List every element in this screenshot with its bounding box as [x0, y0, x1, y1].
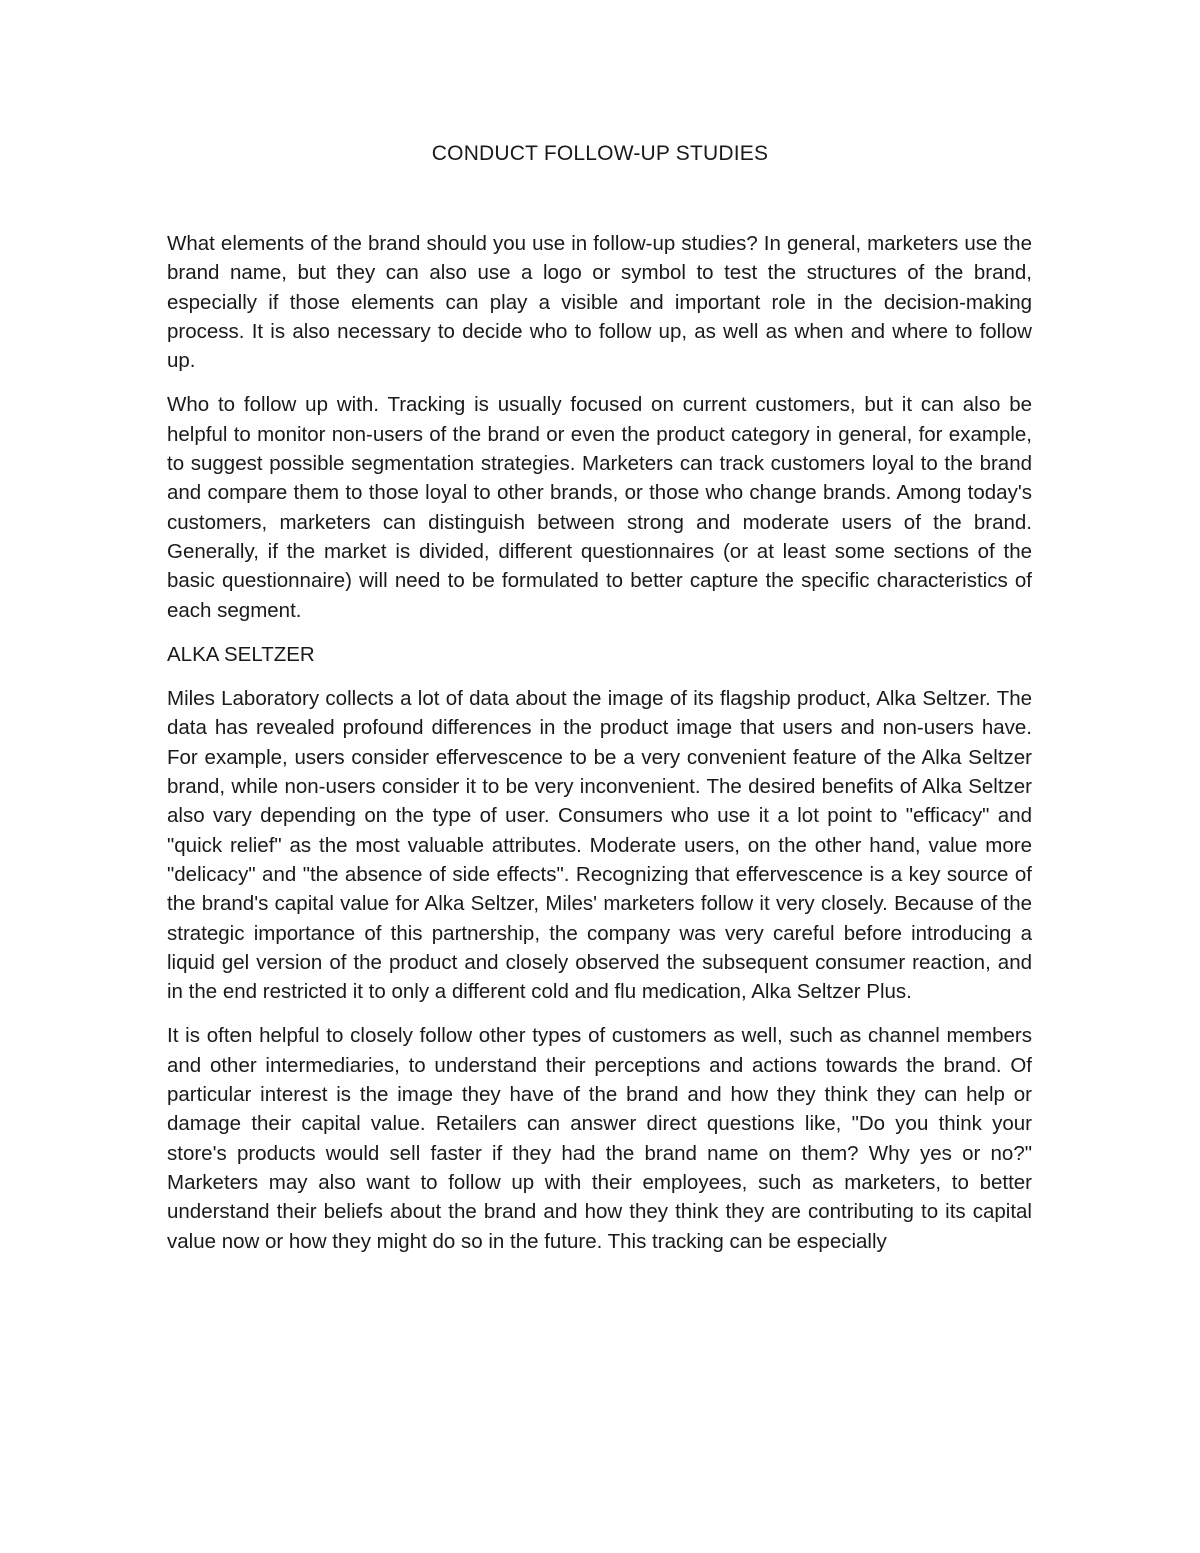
section-heading-alka-seltzer: ALKA SELTZER	[167, 642, 315, 666]
paragraph-brand-elements: What elements of the brand should you use in follow-up studies? In general, marketers use the brand name, but they can also use a logo or symbol to test the structures of the brand, especially if those elements can play a visible and important role in the decision-making process. It is also necessary to decide who to follow up, as well as when and where to follow up.	[167, 232, 1032, 373]
document-title: CONDUCT FOLLOW-UP STUDIES	[431, 142, 769, 165]
paragraph-other-customers: It is often helpful to closely follow other types of customers as well, such as channel members and other intermediaries, to understand their perceptions and actions towards the brand. Of particular interest is the image they have of the brand and how they think they can help or damage their capital value. Retailers can answer direct questions like, "Do you think your store's products would sell faster if they had the brand name on them? Why yes or no?" Marketers may also want to follow up with their employees, such as marketers, to better understand their beliefs about the brand and how they think they are contributing to its capital value now or how they might do so in the future. This tracking can be especially	[167, 1024, 1032, 1253]
document-body	[167, 229, 1032, 1271]
paragraph-who-to-follow-up: Who to follow up with. Tracking is usually focused on current customers, but it can also be helpful to monitor non-users of the brand or even the product category in general, for example, to suggest possible segmentation strategies. Marketers can track customers loyal to the brand and compare them to those loyal to other brands, or those who change brands. Among today's customers, marketers can distinguish between strong and moderate users of the brand. Generally, if the market is divided, different questionnaires (or at least some sections of the basic questionnaire) will need to be formulated to better capture the specific characteristics of each segment.	[167, 393, 1032, 622]
paragraph-miles-laboratory: Miles Laboratory collects a lot of data about the image of its flagship product, Alka Seltzer. The data has revealed profound differences in the product image that users and non-users have. For example, users consider effervescence to be a very convenient feature of the Alka Seltzer brand, while non-users consider it to be very inconvenient. The desired benefits of Alka Seltzer also vary depending on the type of user. Consumers who use it a lot point to "efficacy" and "quick relief" as the most valuable attributes. Moderate users, on the other hand, value more "delicacy" and "the absence of side effects". Recognizing that effervescence is a key source of the brand's capital value for Alka Seltzer, Miles' marketers follow it very closely. Because of the strategic importance of this partnership, the company was very careful before introducing a liquid gel version of the product and closely observed the subsequent consumer reaction, and in the end restricted it to only a different cold and flu medication, Alka Seltzer Plus.	[167, 687, 1032, 1004]
